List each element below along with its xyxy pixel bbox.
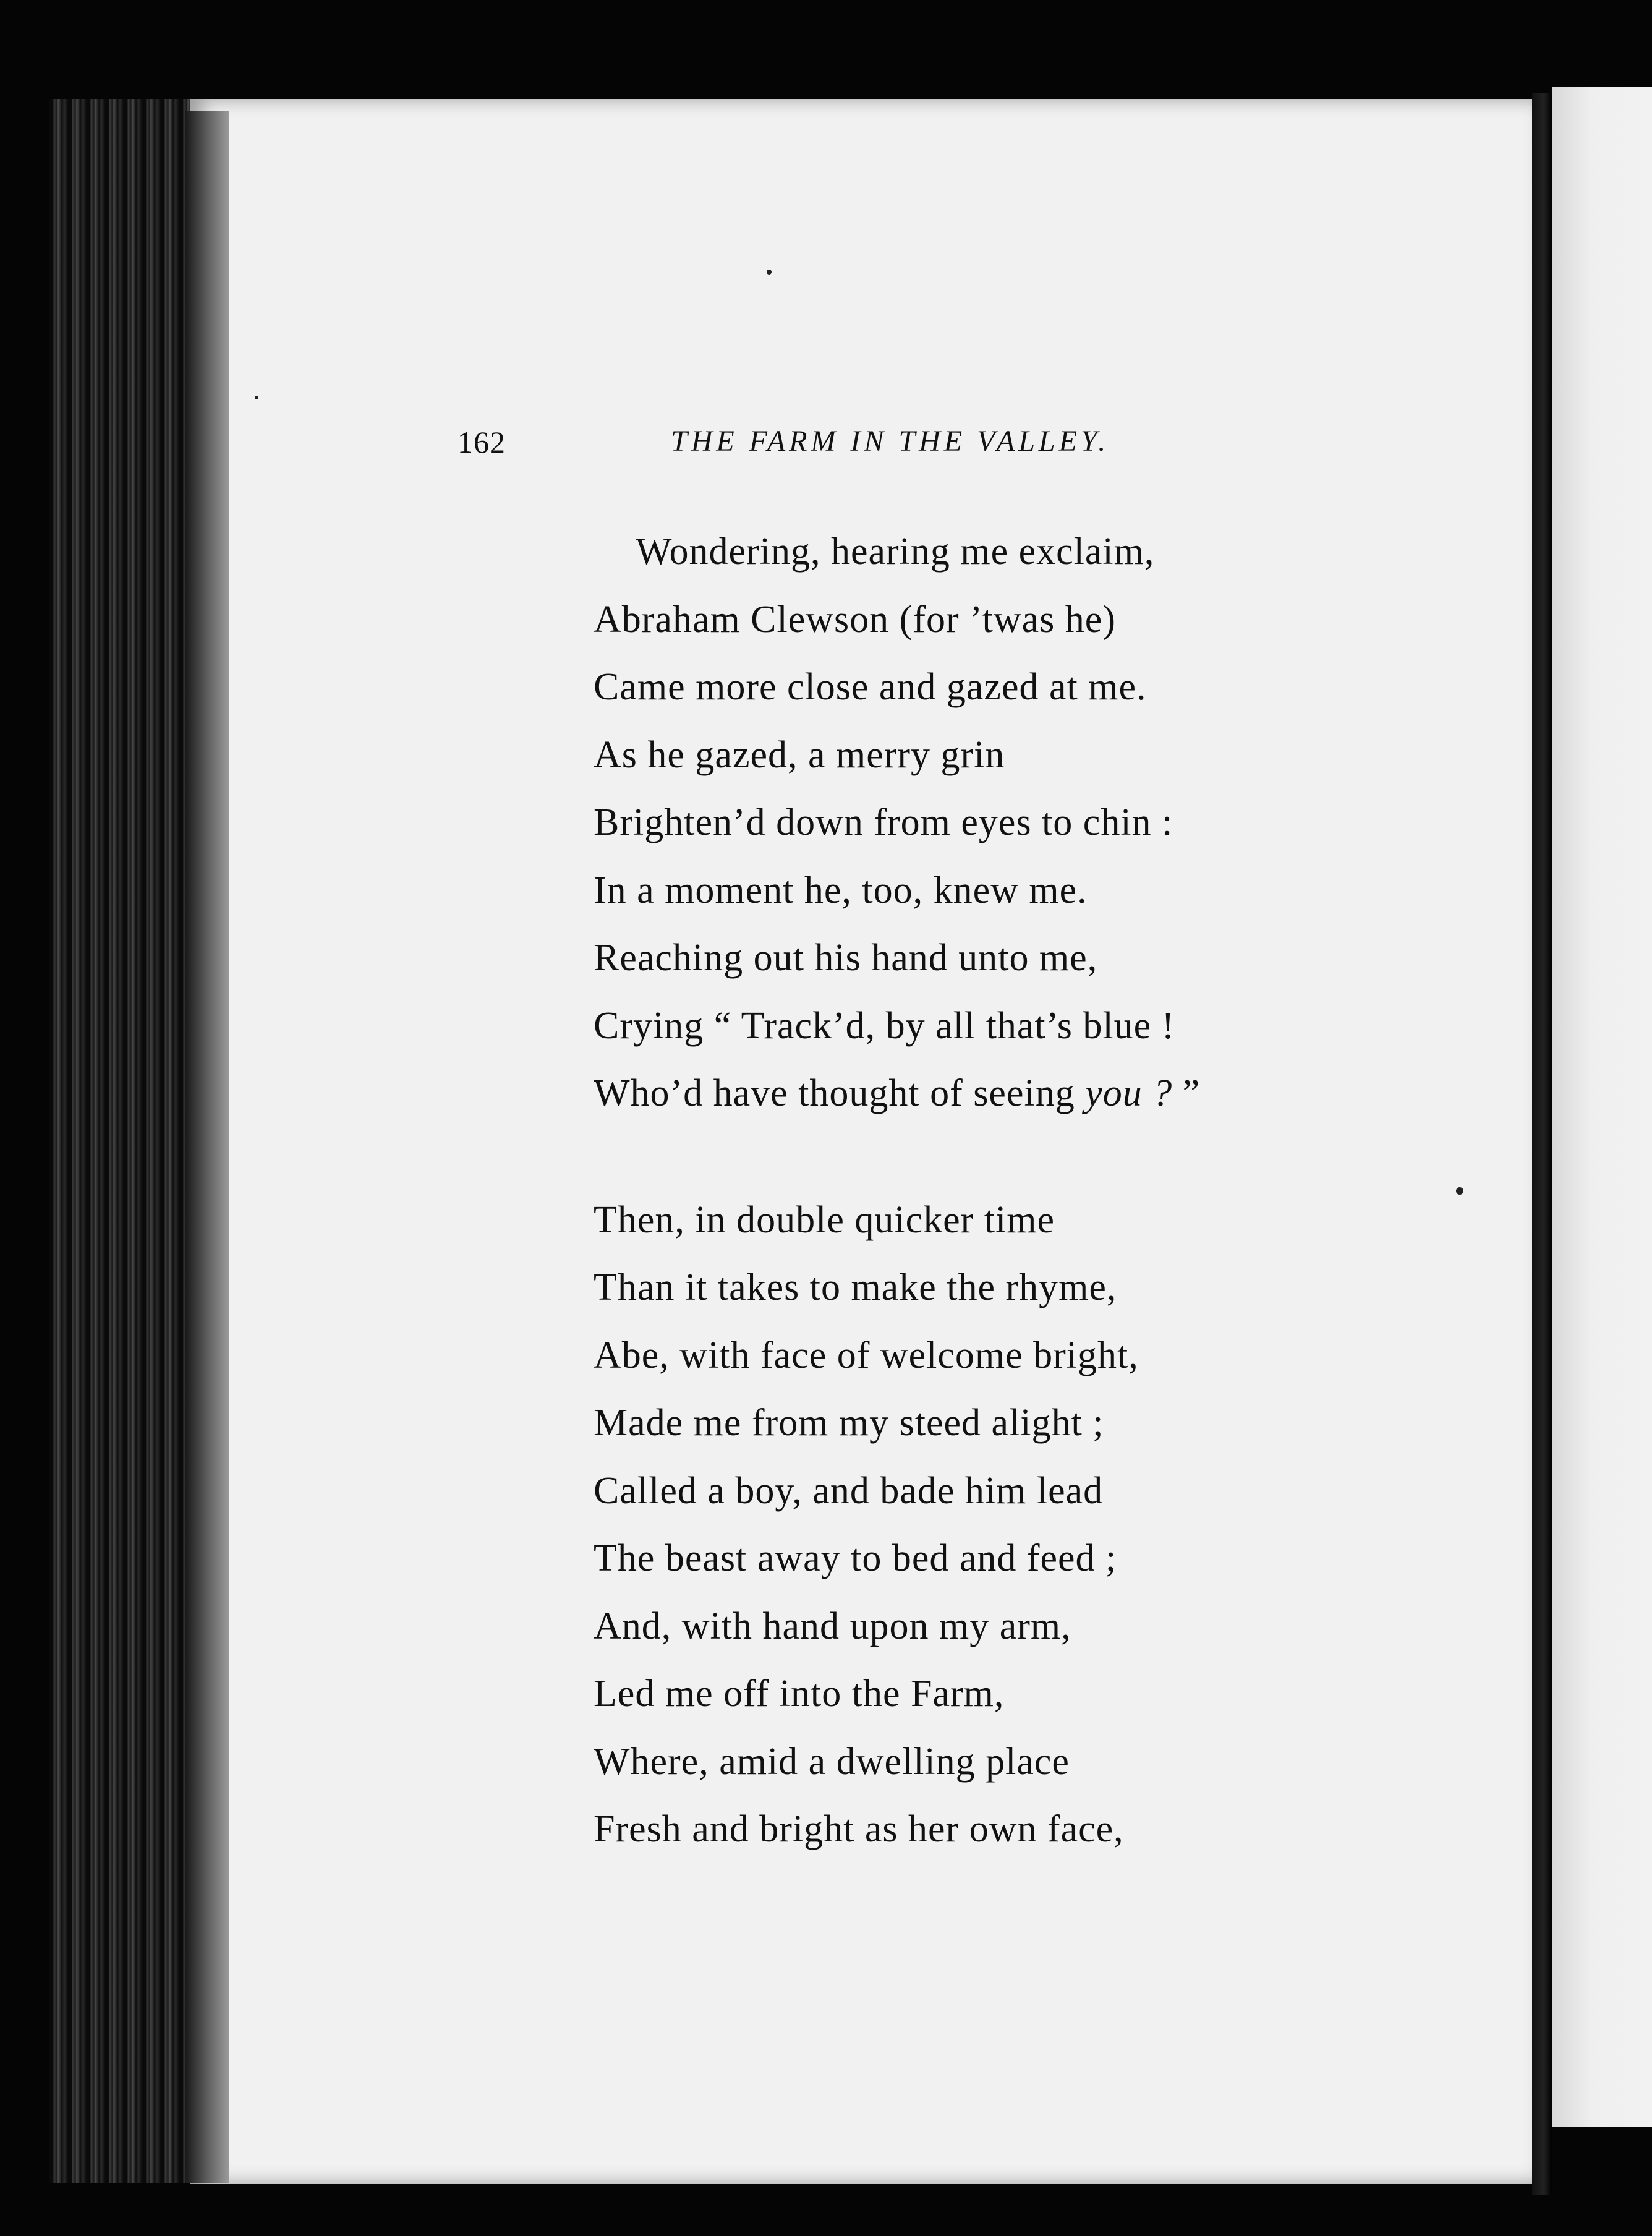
poem-line: Fresh and bright as her own face, [594,1808,1124,1850]
poem-line: Made me from my steed alight ; [594,1402,1104,1444]
running-header [0,424,1652,461]
closing-quote: ” [1172,1072,1201,1114]
emphasized-word: you ? [1085,1072,1173,1114]
facing-page-edge [1552,87,1652,2127]
poem-line-text: Who’d have thought of seeing [594,1072,1086,1114]
paper-speck [1456,1187,1463,1195]
page-gutter-shadow [185,111,229,2183]
poem-line: Wondering, hearing me exclaim, [636,531,1155,573]
poem-line: Brighten’d down from eyes to chin : [594,801,1173,843]
poem-line: As he gazed, a merry grin [594,733,1005,776]
poem-line: The beast away to bed and feed ; [594,1537,1117,1579]
poem-line: Came more close and gazed at me. [594,666,1147,708]
poem-line: Abe, with face of welcome bright, [594,1334,1139,1376]
poem-line: Than it takes to make the rhyme, [594,1266,1117,1308]
page-fold-shadow [1532,93,1552,2195]
poem-line: Called a boy, and bade him lead [594,1469,1104,1512]
poem-line: Led me off into the Farm, [594,1673,1005,1715]
poem-line: And, with hand upon my arm, [594,1605,1071,1647]
poem-line: In a moment he, too, knew me. [594,869,1088,911]
poem-line: Crying “ Track’d, by all that’s blue ! [594,1004,1175,1047]
poem-line: Where, amid a dwelling place [594,1740,1070,1783]
running-title: THE FARM IN THE VALLEY. [671,425,1110,458]
page-number: 162 [458,425,506,459]
poem-line: Then, in double quicker time [594,1198,1055,1241]
stanza-1 [594,518,1311,1128]
paper-speck [255,396,258,399]
poem-body [594,518,1311,1864]
poem-line: Reaching out his hand unto me, [594,937,1098,979]
paper-speck [767,270,772,275]
stanza-2 [594,1187,1311,1864]
poem-line: Abraham Clewson (for ’twas he) [594,598,1116,641]
poem-line [594,1060,1311,1128]
